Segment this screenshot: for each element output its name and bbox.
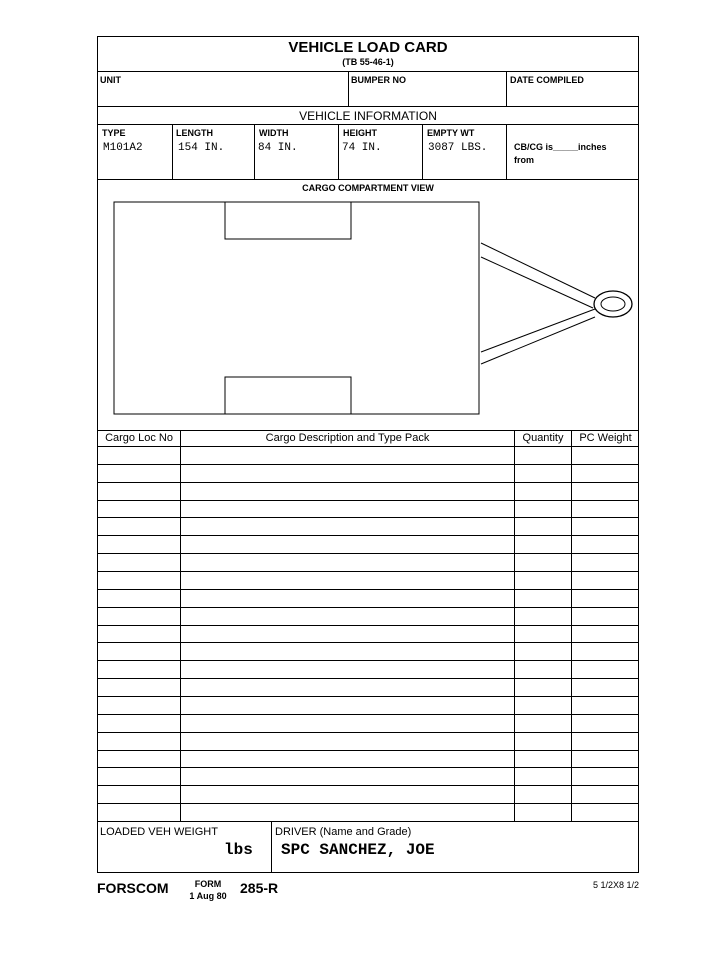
quantity-cell[interactable] [515,734,571,749]
cargo-loc-cell[interactable] [98,680,180,695]
pc-weight-cell[interactable] [572,555,638,570]
quantity-cell[interactable] [515,466,571,481]
row-divider [97,607,639,608]
loaded-veh-weight-label: LOADED VEH WEIGHT [100,826,218,838]
divider [97,124,639,125]
driver-label: DRIVER (Name and Grade) [275,826,412,838]
row-divider [97,714,639,715]
cargo-description-cell[interactable] [181,752,514,767]
trailer-diagram [97,195,639,427]
row-divider [97,482,639,483]
col-header-quantity: Quantity [522,432,564,444]
empty-wt-value[interactable]: 3087 LBS. [428,142,488,154]
row-divider [97,678,639,679]
height-value[interactable]: 74 IN. [342,142,382,154]
divider [97,179,639,180]
pc-weight-cell[interactable] [572,609,638,624]
pc-weight-cell[interactable] [572,716,638,731]
cargo-description-cell[interactable] [181,573,514,588]
cargo-description-cell[interactable] [181,787,514,802]
cargo-description-cell[interactable] [181,609,514,624]
cargo-description-cell[interactable] [181,698,514,713]
height-label: HEIGHT [343,128,378,138]
cargo-loc-cell[interactable] [98,519,180,534]
col-header-cargo-loc: Cargo Loc No [105,432,173,444]
pc-weight-cell[interactable] [572,484,638,499]
row-divider [97,750,639,751]
cargo-loc-cell[interactable] [98,769,180,784]
row-divider [97,571,639,572]
quantity-cell[interactable] [515,662,571,677]
pc-weight-cell[interactable] [572,734,638,749]
cargo-description-cell[interactable] [181,734,514,749]
cargo-description-cell[interactable] [181,716,514,731]
cargo-loc-cell[interactable] [98,609,180,624]
quantity-cell[interactable] [515,573,571,588]
cargo-loc-cell[interactable] [98,627,180,642]
row-divider [97,696,639,697]
divider [506,71,507,106]
form-org: FORSCOM [97,880,169,896]
cargo-description-cell[interactable] [181,627,514,642]
row-divider [97,535,639,536]
divider [254,124,255,179]
divider [422,124,423,179]
cargo-loc-cell[interactable] [98,752,180,767]
form-word: FORM [194,879,222,889]
quantity-cell[interactable] [515,644,571,659]
cargo-description-cell[interactable] [181,484,514,499]
row-divider [97,553,639,554]
quantity-cell[interactable] [515,591,571,606]
wheel-well-bottom [225,377,351,414]
bumper-no-label: BUMPER NO [351,75,407,85]
quantity-cell[interactable] [515,716,571,731]
row-divider [97,803,639,804]
quantity-cell[interactable] [515,448,571,463]
row-divider [97,660,639,661]
divider [338,124,339,179]
divider [97,430,639,431]
cargo-description-cell[interactable] [181,555,514,570]
cargo-description-cell[interactable] [181,769,514,784]
row-divider [97,625,639,626]
quantity-cell[interactable] [515,484,571,499]
quantity-cell[interactable] [515,769,571,784]
quantity-cell[interactable] [515,555,571,570]
pc-weight-cell[interactable] [572,752,638,767]
pc-weight-cell[interactable] [572,573,638,588]
cargo-description-cell[interactable] [181,448,514,463]
col-header-cargo-description: Cargo Description and Type Pack [265,432,430,444]
quantity-cell[interactable] [515,537,571,552]
cargo-loc-cell[interactable] [98,734,180,749]
loaded-veh-weight-unit: lbs [224,841,253,859]
lunette-ring-outer [594,291,632,317]
pc-weight-cell[interactable] [572,627,638,642]
cg-text-line1: CB/CG is_____inches [514,142,607,152]
divider [506,124,507,179]
cargo-description-cell[interactable] [181,502,514,517]
divider [172,124,173,179]
quantity-cell[interactable] [515,752,571,767]
row-divider [97,500,639,501]
divider [97,71,639,72]
pc-weight-cell[interactable] [572,448,638,463]
form-title: VEHICLE LOAD CARD [288,39,448,56]
cg-text-line2: from [514,155,534,165]
cargo-loc-cell[interactable] [98,537,180,552]
quantity-cell[interactable] [515,805,571,820]
cargo-description-cell[interactable] [181,519,514,534]
bumper-no-field[interactable] [350,86,504,105]
cargo-loc-cell[interactable] [98,805,180,820]
date-compiled-label: DATE COMPILED [510,75,584,85]
cargo-description-cell[interactable] [181,466,514,481]
divider [97,106,639,107]
width-label: WIDTH [259,128,289,138]
cargo-loc-cell[interactable] [98,591,180,606]
vehicle-info-heading: VEHICLE INFORMATION [299,109,437,123]
pc-weight-cell[interactable] [572,698,638,713]
quantity-cell[interactable] [515,680,571,695]
cargo-loc-cell[interactable] [98,502,180,517]
type-label: TYPE [102,128,126,138]
cargo-loc-cell[interactable] [98,698,180,713]
quantity-cell[interactable] [515,519,571,534]
pc-weight-cell[interactable] [572,466,638,481]
cargo-loc-cell[interactable] [98,662,180,677]
pc-weight-cell[interactable] [572,519,638,534]
form-date: 1 Aug 80 [189,891,227,901]
row-divider [97,732,639,733]
cargo-compartment-outline [114,202,479,414]
cargo-loc-cell[interactable] [98,448,180,463]
row-divider [97,589,639,590]
divider [348,71,349,106]
form-size: 5 1/2X8 1/2 [592,880,639,890]
pc-weight-cell[interactable] [572,591,638,606]
date-compiled-field[interactable] [508,86,637,105]
form-subtitle: (TB 55-46-1) [342,57,394,67]
cargo-description-cell[interactable] [181,591,514,606]
type-value[interactable]: M101A2 [103,142,143,154]
cargo-description-cell[interactable] [181,644,514,659]
cargo-description-cell[interactable] [181,537,514,552]
cargo-view-heading: CARGO COMPARTMENT VIEW [302,183,434,193]
cargo-description-cell[interactable] [181,805,514,820]
quantity-cell[interactable] [515,627,571,642]
wheel-well-top [225,202,351,239]
width-value[interactable]: 84 IN. [258,142,298,154]
unit-field[interactable] [98,86,346,105]
row-divider [97,642,639,643]
cargo-loc-cell[interactable] [98,573,180,588]
unit-label: UNIT [100,75,121,85]
quantity-cell[interactable] [515,698,571,713]
row-divider [97,517,639,518]
pc-weight-cell[interactable] [572,662,638,677]
loaded-veh-weight-field[interactable] [98,841,220,871]
cargo-loc-cell[interactable] [98,716,180,731]
empty-wt-label: EMPTY WT [427,128,475,138]
row-divider [97,767,639,768]
cargo-loc-cell[interactable] [98,484,180,499]
row-divider [97,464,639,465]
cargo-loc-cell[interactable] [98,787,180,802]
cargo-description-cell[interactable] [181,662,514,677]
cargo-loc-cell[interactable] [98,555,180,570]
pc-weight-cell[interactable] [572,644,638,659]
cargo-loc-cell[interactable] [98,466,180,481]
pc-weight-cell[interactable] [572,502,638,517]
quantity-cell[interactable] [515,609,571,624]
row-divider [97,785,639,786]
pc-weight-cell[interactable] [572,787,638,802]
cargo-loc-cell[interactable] [98,644,180,659]
length-label: LENGTH [176,128,213,138]
pc-weight-cell[interactable] [572,537,638,552]
driver-value[interactable]: SPC SANCHEZ, JOE [281,841,435,859]
divider [97,821,639,822]
col-header-pc-weight: PC Weight [579,432,632,444]
tongue-drawbar [481,243,595,364]
quantity-cell[interactable] [515,502,571,517]
pc-weight-cell[interactable] [572,769,638,784]
divider [271,821,272,873]
cargo-description-cell[interactable] [181,680,514,695]
length-value[interactable]: 154 IN. [178,142,225,154]
form-number: 285-R [240,880,279,896]
quantity-cell[interactable] [515,787,571,802]
pc-weight-cell[interactable] [572,680,638,695]
pc-weight-cell[interactable] [572,805,638,820]
